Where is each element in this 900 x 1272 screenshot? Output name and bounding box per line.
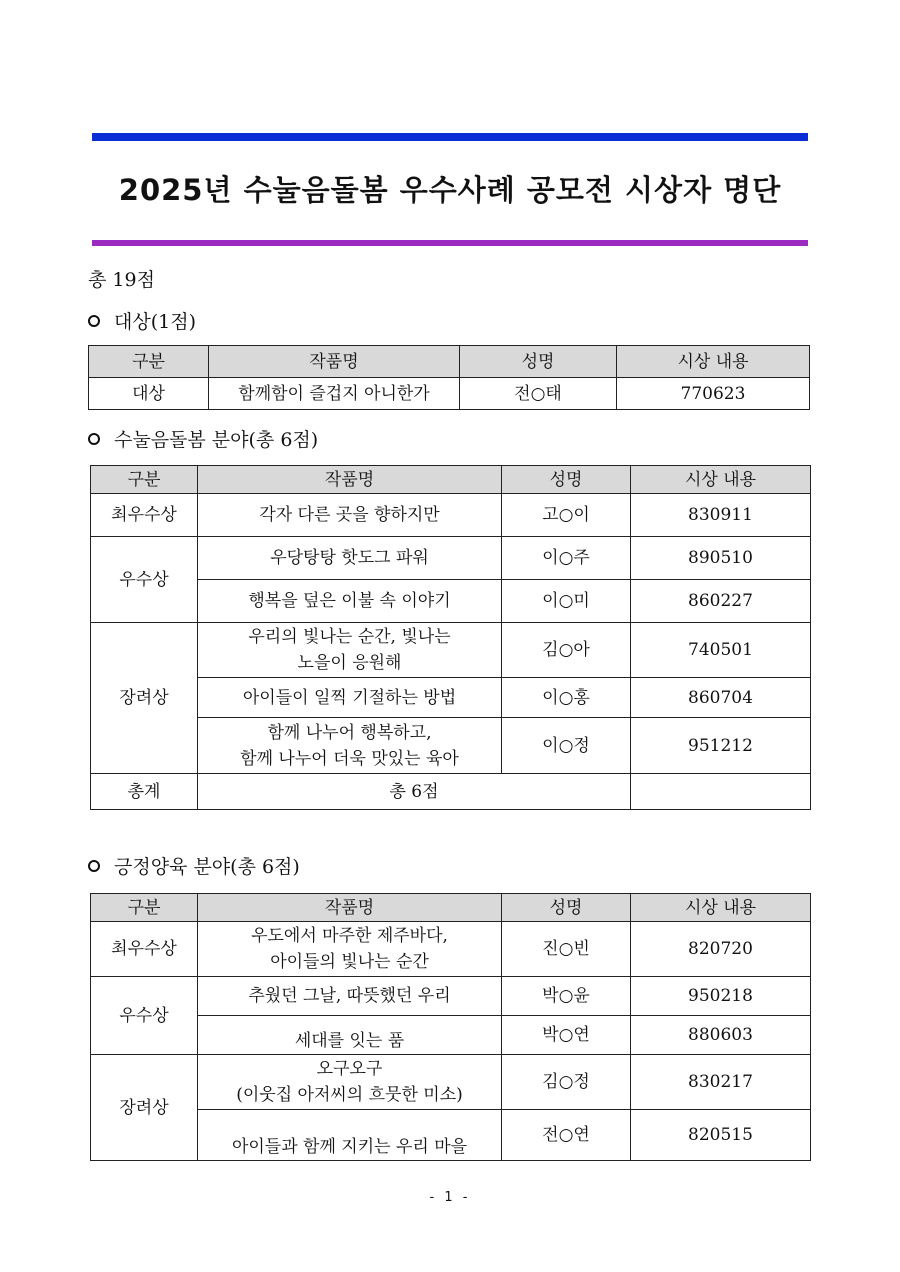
table-row	[91, 1016, 811, 1055]
cell-name: 박○윤	[502, 977, 631, 1016]
cell-work: 아이들과 함께 지키는 우리 마을	[198, 1110, 502, 1161]
table-row	[89, 378, 810, 410]
cell-name: 고○이	[502, 494, 631, 537]
cell-award: 880603	[631, 1016, 811, 1055]
header-category: 구분	[89, 346, 209, 378]
table-row	[91, 977, 811, 1016]
grand-prize-table	[88, 345, 810, 410]
section-heading-label: 대상(1점)	[114, 311, 196, 333]
cell-name: 박○연	[502, 1016, 631, 1055]
cell-name: 이○홍	[502, 678, 631, 718]
cell-work: 우당탕탕 핫도그 파워	[198, 537, 502, 580]
circle-bullet-icon	[88, 860, 100, 872]
cell-name: 진○빈	[502, 922, 631, 977]
cell-name: 이○정	[502, 718, 631, 774]
cell-work: 추웠던 그날, 따뜻했던 우리	[198, 977, 502, 1016]
table-row	[91, 537, 811, 580]
header-work: 작품명	[198, 894, 502, 922]
cell-work: 각자 다른 곳을 향하지만	[198, 494, 502, 537]
cell-name: 전○연	[502, 1110, 631, 1161]
work-line-1: 우리의 빛나는 순간, 빛나는	[248, 627, 451, 647]
section-heading-label: 수눌음돌봄 분야(총 6점)	[114, 429, 319, 451]
bottom-purple-rule	[92, 240, 808, 246]
cell-award: 770623	[617, 378, 810, 410]
cell-work	[198, 1055, 502, 1110]
cell-category: 우수상	[91, 977, 198, 1055]
table-header-row	[91, 894, 811, 922]
positive-parenting-table	[90, 893, 811, 1161]
work-line-2: (이웃집 아저씨의 흐뭇한 미소)	[236, 1085, 463, 1105]
table-row	[91, 1055, 811, 1110]
header-name: 성명	[502, 466, 631, 494]
table-row	[91, 580, 811, 623]
cell-award: 860704	[631, 678, 811, 718]
header-category: 구분	[91, 894, 198, 922]
cell-award: 860227	[631, 580, 811, 623]
section-heading-positive-parenting	[88, 852, 300, 879]
work-line-2: 아이들의 빛나는 순간	[270, 952, 429, 972]
cell-work: 세대를 잇는 품	[198, 1016, 502, 1055]
cell-category: 장려상	[91, 1055, 198, 1161]
top-blue-rule	[92, 133, 808, 141]
sunuleum-care-table	[90, 465, 811, 810]
table-row	[91, 494, 811, 537]
table-row	[91, 1110, 811, 1161]
cell-name: 이○미	[502, 580, 631, 623]
header-award: 시상 내용	[631, 466, 811, 494]
cell-award: 830911	[631, 494, 811, 537]
header-category: 구분	[91, 466, 198, 494]
cell-name: 김○아	[502, 623, 631, 678]
cell-award: 951212	[631, 718, 811, 774]
table-row	[91, 922, 811, 977]
header-award: 시상 내용	[617, 346, 810, 378]
section-heading-sunuleum-care	[88, 425, 318, 452]
table-row	[91, 678, 811, 718]
cell-work	[198, 922, 502, 977]
header-award: 시상 내용	[631, 894, 811, 922]
cell-work: 함께함이 즐겁지 아니한가	[209, 378, 460, 410]
cell-category: 최우수상	[91, 494, 198, 537]
cell-name: 전○태	[460, 378, 617, 410]
cell-award: 830217	[631, 1055, 811, 1110]
page-number: - 1 -	[429, 1190, 471, 1205]
cell-category: 장려상	[91, 623, 198, 774]
table-header-row	[91, 466, 811, 494]
table-row	[91, 623, 811, 678]
cell-name: 김○정	[502, 1055, 631, 1110]
table-total-row	[91, 774, 811, 810]
header-work: 작품명	[198, 466, 502, 494]
cell-work: 아이들이 일찍 기절하는 방법	[198, 678, 502, 718]
section-heading-label: 긍정양육 분야(총 6점)	[114, 856, 300, 878]
work-line-1: 우도에서 마주한 제주바다,	[251, 926, 448, 946]
total-count: 총 19점	[88, 269, 155, 291]
circle-bullet-icon	[88, 315, 100, 327]
cell-work	[198, 718, 502, 774]
work-line-2: 함께 나누어 더욱 맛있는 육아	[240, 748, 459, 769]
cell-empty	[631, 774, 811, 810]
header-name: 성명	[502, 894, 631, 922]
work-line-1: 오구오구	[316, 1059, 383, 1079]
cell-total-value: 총 6점	[198, 774, 631, 810]
circle-bullet-icon	[88, 433, 100, 445]
header-name: 성명	[460, 346, 617, 378]
cell-award: 950218	[631, 977, 811, 1016]
cell-award: 820515	[631, 1110, 811, 1161]
header-work: 작품명	[209, 346, 460, 378]
section-heading-grand-prize	[88, 307, 196, 334]
cell-award: 890510	[631, 537, 811, 580]
cell-category: 우수상	[91, 537, 198, 623]
cell-work	[198, 623, 502, 678]
table-header-row	[89, 346, 810, 378]
work-line-1: 함께 나누어 행복하고,	[267, 722, 432, 743]
cell-award: 820720	[631, 922, 811, 977]
cell-name: 이○주	[502, 537, 631, 580]
table-row	[91, 718, 811, 774]
cell-work: 행복을 덮은 이불 속 이야기	[198, 580, 502, 623]
cell-award: 740501	[631, 623, 811, 678]
work-line-2: 노을이 응원해	[297, 653, 402, 673]
cell-category: 대상	[89, 378, 209, 410]
cell-category: 최우수상	[91, 922, 198, 977]
page-title: 2025년 수눌음돌봄 우수사례 공모전 시상자 명단	[118, 173, 782, 207]
cell-total-label: 총계	[91, 774, 198, 810]
